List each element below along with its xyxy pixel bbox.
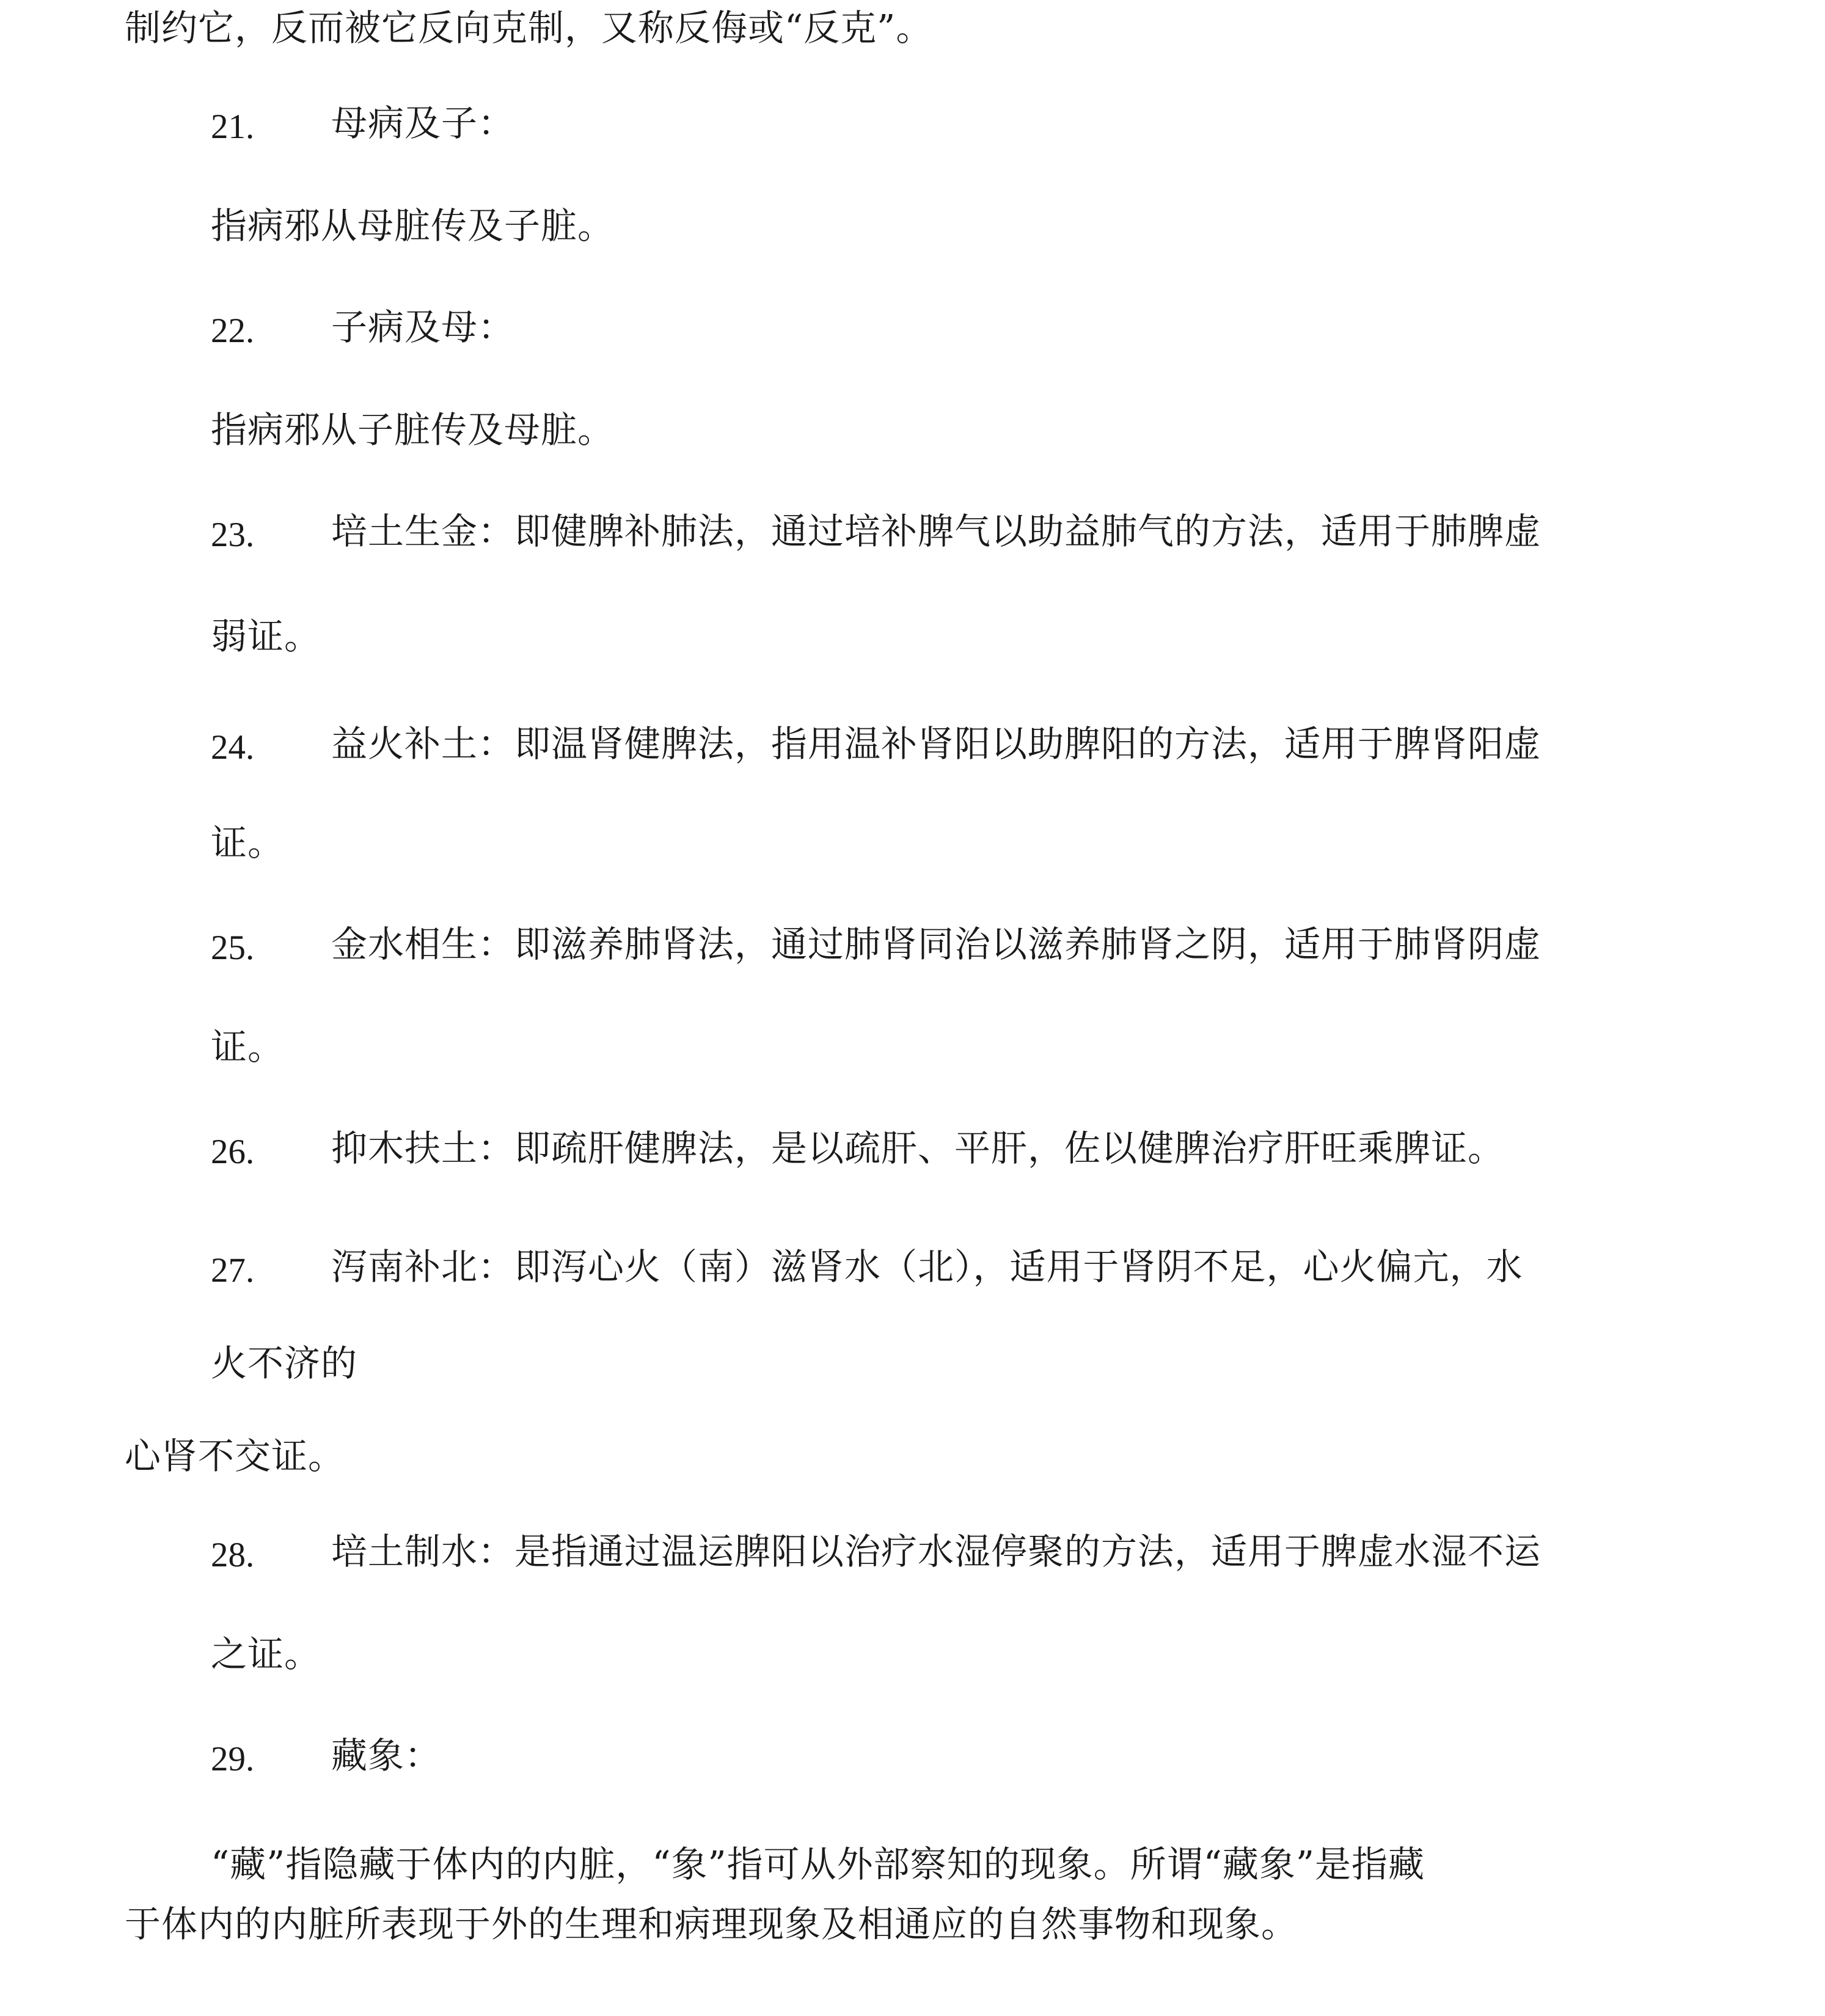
entry-title-26: 抑木扶土：即疏肝健脾法，是以疏肝、平肝，佐以健脾治疗肝旺乘脾证。 <box>331 1127 1505 1169</box>
entry-title-29: 藏象： <box>331 1734 442 1777</box>
entry-definition-22: 指病邪从子脏传及母脏。 <box>211 409 615 451</box>
entry-title-28: 培土制水：是指通过温运脾阳以治疗水湿停聚的方法，适用于脾虚水湿不运 <box>331 1530 1542 1572</box>
entry-number-23: 23. <box>211 516 255 554</box>
entry-number-24: 24. <box>211 728 255 767</box>
entry-number-28: 28. <box>211 1536 255 1574</box>
entry-title-21: 母病及子： <box>331 102 515 144</box>
entry-number-27: 27. <box>211 1251 255 1290</box>
entry-title-24: 益火补土：即温肾健脾法，指用温补肾阳以助脾阳的方法，适用于脾肾阳虚 <box>331 723 1542 765</box>
entry-definition-27-line1: 火不济的 <box>211 1342 358 1384</box>
entry-number-22: 22. <box>211 312 255 350</box>
intro-line: 制约它，反而被它反向克制，又称反侮或“反克”。 <box>125 7 933 49</box>
entry-title-22: 子病及母： <box>331 306 515 348</box>
entry-title-25: 金水相生：即滋养肺肾法，通过肺肾同治以滋养肺肾之阴，适用于肺肾阴虚 <box>331 923 1542 965</box>
entry-definition-24: 证。 <box>211 822 285 864</box>
entry-definition-27-line2: 心肾不交证。 <box>125 1435 345 1477</box>
entry-definition-21: 指病邪从母脏传及子脏。 <box>211 205 615 247</box>
closing-paragraph-line1: “藏”指隐藏于体内的内脏，“象”指可从外部察知的现象。所谓“藏象”是指藏 <box>211 1843 1425 1885</box>
entry-definition-28: 之证。 <box>211 1633 321 1675</box>
entry-number-26: 26. <box>211 1133 255 1171</box>
entry-definition-25: 证。 <box>211 1026 285 1068</box>
entry-definition-23: 弱证。 <box>211 615 321 657</box>
entry-number-25: 25. <box>211 929 255 967</box>
closing-paragraph-line2: 于体内的内脏所表现于外的生理和病理现象及相通应的自然事物和现象。 <box>125 1903 1298 1945</box>
entry-number-29: 29. <box>211 1740 255 1778</box>
entry-number-21: 21. <box>211 108 255 146</box>
entry-title-23: 培土生金：即健脾补肺法，通过培补脾气以助益肺气的方法，适用于肺脾虚 <box>331 510 1542 552</box>
entry-title-27: 泻南补北：即泻心火（南）滋肾水（北），适用于肾阴不足，心火偏亢，水 <box>331 1246 1523 1288</box>
